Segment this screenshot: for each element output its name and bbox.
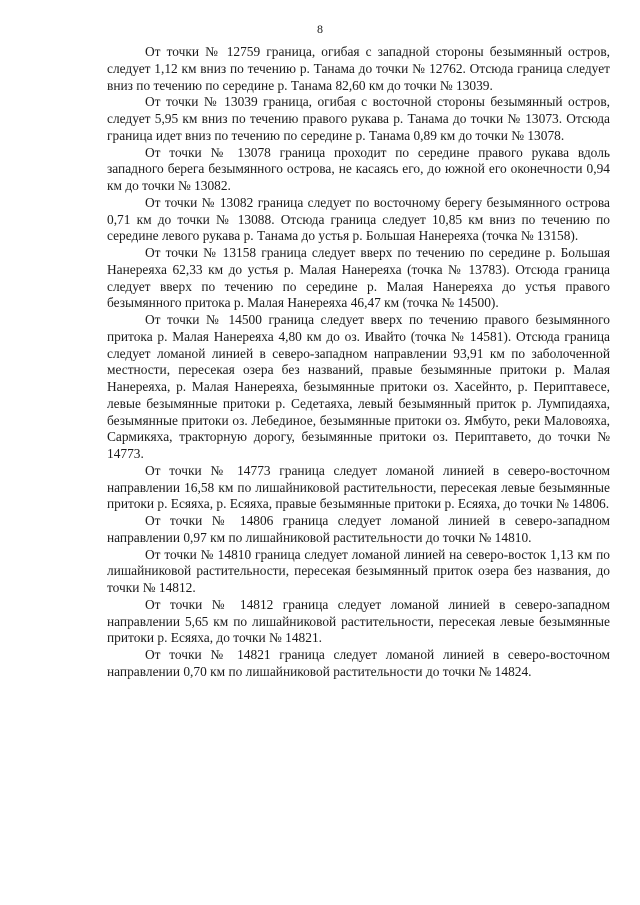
paragraph: От точки № 13078 граница проходит по середине правого рукава вдоль западного берега безымянного острова, не касаясь его, до южной его оконечности 0,94 км до точки № 13082.	[107, 144, 610, 193]
paragraph: От точки № 13039 граница, огибая с восточной стороны безымянный остров, следует 5,95 км вниз по течению правого рукава р. Танама до точки № 13073. Отсюда граница идет вниз по течению по середине р. Танама 0,89 км до точки № 13078.	[107, 94, 610, 143]
paragraph: От точки № 14500 граница следует вверх по течению правого безымянного притока р. Малая Нанереяха 4,80 км до оз. Ивайто (точка № 14581). Отсюда граница следует ломаной линией в северо-западном направлении 93,91 км по заболоченной местности, пересекая озера без названий, правые безымянные притоки р. Малая Нанереяха, р. Малая Нанереяха, безымянные притоки оз. Хасейнто, р. Периптавесе, левые безымянные притоки р. Седетаяха, левый безымянный приток р. Лумпидаяха, безымянные притоки оз. Лебединое, безымянные притоки оз. Ямбуто, реки Маловояха, Сармикяха, тракторную дорогу, безымянные притоки оз. Периптавето, до точки № 14773.	[107, 312, 610, 461]
paragraph: От точки № 14812 граница следует ломаной линией в северо-западном направлении 5,65 км по лишайниковой растительности, пересекая левые безымянные притоки р. Есяяха, до точки № 14821.	[107, 596, 610, 646]
paragraph: От точки № 14810 граница следует ломаной линией на северо-восток 1,13 км по лишайниковой растительности, пересекая безымянный приток озера без названия, до точки № 14812.	[107, 546, 610, 595]
paragraph: От точки № 14773 граница следует ломаной линией в северо-восточном направлении 16,58 км по лишайниковой растительности, пересекая левые безымянные притоки р. Есяяха, р. Есяяха, правые безымянные притоки р. Есяяха, до точки № 14806.	[107, 462, 610, 512]
paragraph: От точки № 13158 граница следует вверх по течению по середине р. Большая Нанереяха 62,33 км до устья р. Малая Нанереяха (точка № 13783). Отсюда граница следует вверх по течению по середине р. Малая Нанереяха до устья правого безымянного притока р. Малая Нанереяха 46,47 км (точка № 14500).	[107, 245, 610, 311]
document-body	[107, 44, 610, 681]
paragraph: От точки № 14806 граница следует ломаной линией в северо-западном направлении 0,97 км по лишайниковой растительности до точки № 14810.	[107, 513, 610, 545]
page-number: 8	[317, 22, 323, 36]
paragraph: От точки № 12759 граница, огибая с западной стороны безымянный остров, следует 1,12 км вниз по течению р. Танама до точки № 12762. Отсюда граница следует вниз по течению по середине р. Танама 82,60 км до точки № 13039.	[107, 44, 610, 93]
paragraph: От точки № 14821 граница следует ломаной линией в северо-восточном направлении 0,70 км по лишайниковой растительности до точки № 14824.	[107, 647, 610, 679]
paragraph: От точки № 13082 граница следует по восточному берегу безымянного острова 0,71 км до точки № 13088. Отсюда граница следует 10,85 км вниз по течению по середине левого рукава р. Танама до устья р. Большая Нанереяха (точка № 13158).	[107, 194, 610, 244]
